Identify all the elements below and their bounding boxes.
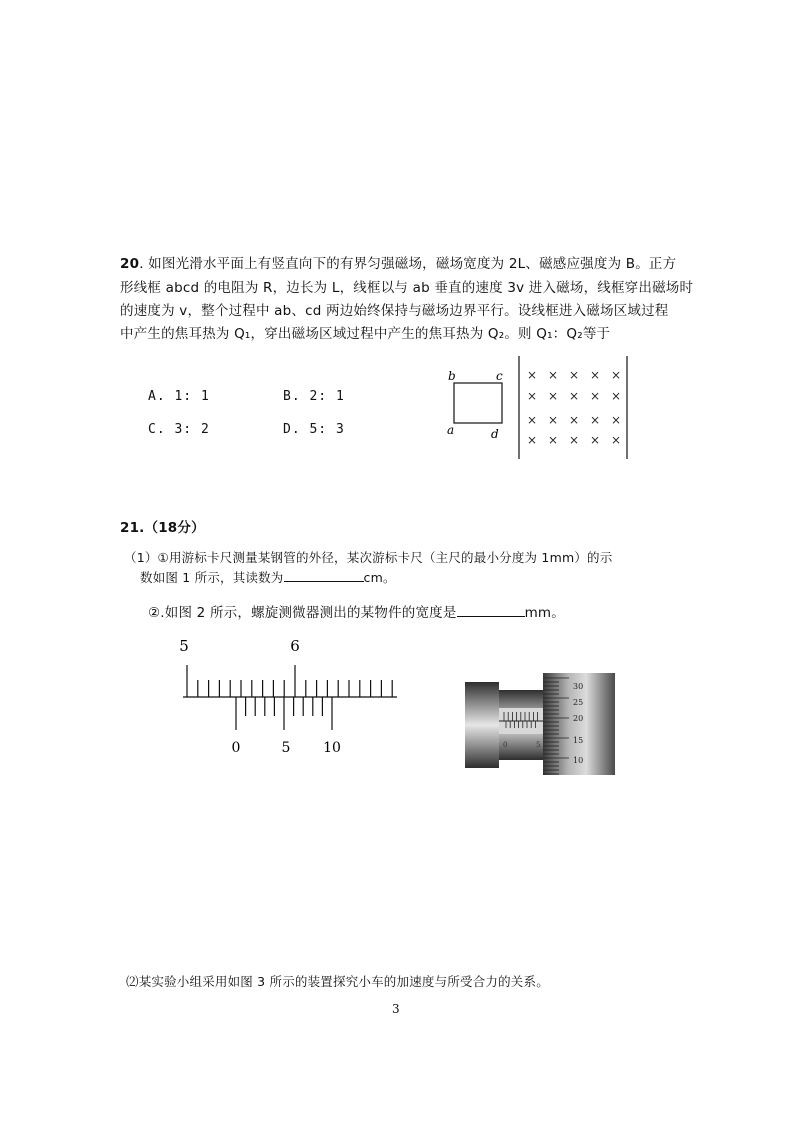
frame-anvil <box>465 682 499 768</box>
field-cross-mark: × <box>590 389 601 403</box>
q21-item2-line <box>148 601 565 621</box>
field-cross-mark: × <box>527 433 538 447</box>
micrometer-figure <box>463 670 618 778</box>
field-cross-mark: × <box>569 368 580 382</box>
main-label-6: 6 <box>290 637 300 655</box>
q21-part1-line2 <box>140 568 396 586</box>
vernier-label-0: 0 <box>231 740 241 756</box>
thimble-label-15: 15 <box>573 736 584 745</box>
choice-d: D. 5: 3 <box>283 422 345 437</box>
q20-line-4: 中产生的焦耳热为 Q₁，穿出磁场区域过程中产生的焦耳热为 Q₂。则 Q₁：Q₂等于 <box>120 326 611 342</box>
vernier-label-5: 5 <box>281 740 291 756</box>
sleeve-label-5: 5 <box>536 741 541 749</box>
q20-line-1 <box>120 252 676 272</box>
choice-a: A. 1: 1 <box>148 389 210 404</box>
q20-text-1: . 如图光滑水平面上有竖直向下的有界匀强磁场，磁场宽度为 2L、磁感应强度为 B。正方 <box>139 256 677 272</box>
magnetic-field-figure <box>440 352 640 464</box>
field-cross-mark: × <box>611 389 622 403</box>
sleeve-label-0: 0 <box>503 741 508 749</box>
corner-c-label: c <box>496 369 503 383</box>
q21-part1-line2-text: 数如图 1 所示，其读数为 <box>140 570 284 585</box>
corner-a-label: a <box>447 423 455 437</box>
answer-blank-micrometer[interactable] <box>457 603 525 617</box>
q21-item2-text: ②.如图 2 所示，螺旋测微器测出的某物件的宽度是 <box>148 605 457 621</box>
q21-part1-line1: （1）①用游标卡尺测量某钢管的外径，某次游标卡尺（主尺的最小分度为 1mm）的示 <box>124 550 613 565</box>
field-cross-mark: × <box>590 413 601 427</box>
field-cross-mark: × <box>527 368 538 382</box>
field-cross-mark: × <box>569 433 580 447</box>
field-cross-mark: × <box>527 389 538 403</box>
thimble-label-25: 25 <box>573 698 584 707</box>
vernier-caliper-figure <box>175 632 405 762</box>
corner-b-label: b <box>448 369 456 383</box>
vernier-scale-ticks <box>236 697 332 730</box>
q20-line-2: 形线框 abcd 的电阻为 R，边长为 L，线框以与 ab 垂直的速度 3v 进入磁场，线框穿出磁场时 <box>120 280 694 296</box>
thimble-label-20: 20 <box>573 714 584 723</box>
field-cross-mark: × <box>611 413 622 427</box>
corner-d-label: d <box>491 427 499 441</box>
field-cross-mark: × <box>590 433 601 447</box>
page-number: 3 <box>392 1002 400 1016</box>
field-cross-mark: × <box>548 413 559 427</box>
field-cross-mark: × <box>569 389 580 403</box>
q21-heading: 21.（18分） <box>120 520 205 536</box>
field-cross-mark: × <box>611 368 622 382</box>
main-label-5: 5 <box>179 637 189 655</box>
field-cross-mark: × <box>527 413 538 427</box>
vernier-label-10: 10 <box>323 740 341 756</box>
q21-part2: ⑵某实验小组采用如图 3 所示的装置探究小车的加速度与所受合力的关系。 <box>126 974 549 989</box>
thimble-label-10: 10 <box>573 756 584 765</box>
field-crosses <box>527 368 621 447</box>
q20-line-3: 的速度为 v，整个过程中 ab、cd 两边始终保持与磁场边界平行。设线框进入磁场区域过程 <box>120 303 669 319</box>
field-cross-mark: × <box>569 413 580 427</box>
field-cross-mark: × <box>590 368 601 382</box>
q21-unit-cm: cm。 <box>363 570 396 585</box>
choice-b: B. 2: 1 <box>283 389 345 404</box>
field-cross-mark: × <box>611 433 622 447</box>
q21-unit-mm: mm。 <box>524 605 565 621</box>
choice-c: C. 3: 2 <box>148 422 210 437</box>
answer-blank-caliper[interactable] <box>284 568 364 582</box>
q20-number: 20 <box>120 256 140 272</box>
field-cross-mark: × <box>548 389 559 403</box>
thimble-label-30: 30 <box>573 682 584 691</box>
field-cross-mark: × <box>548 433 559 447</box>
square-loop <box>454 383 502 423</box>
main-scale-ticks <box>187 665 392 697</box>
field-cross-mark: × <box>548 368 559 382</box>
